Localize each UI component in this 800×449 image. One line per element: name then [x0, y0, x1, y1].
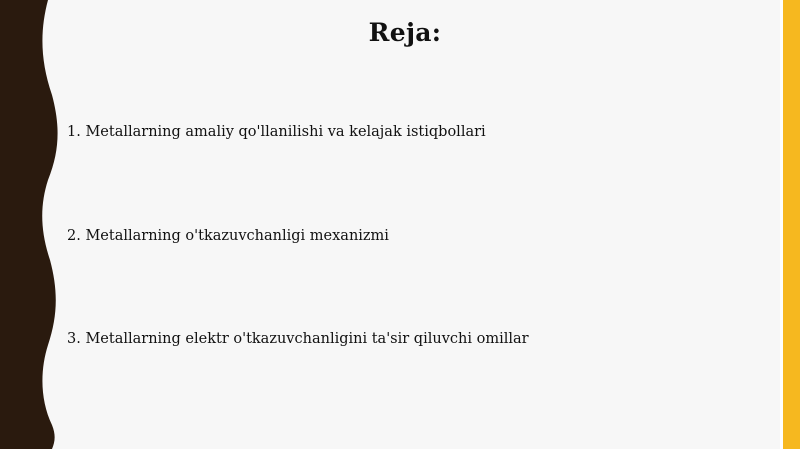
agenda-item: 1. Metallarning amaliy qo'llanilishi va kelajak istiqbollari — [67, 124, 486, 140]
right-accent-band — [780, 0, 800, 449]
wavy-band-shape — [0, 0, 60, 449]
agenda-item: 2. Metallarning o'tkazuvchanligi mexanizmi — [67, 228, 389, 244]
left-wavy-band — [0, 0, 60, 449]
agenda-item: 3. Metallarning elektr o'tkazuvchanligini ta'sir qiluvchi omillar — [67, 331, 529, 347]
slide-title: Reja: — [368, 18, 442, 47]
accent-edge-line — [780, 0, 783, 449]
